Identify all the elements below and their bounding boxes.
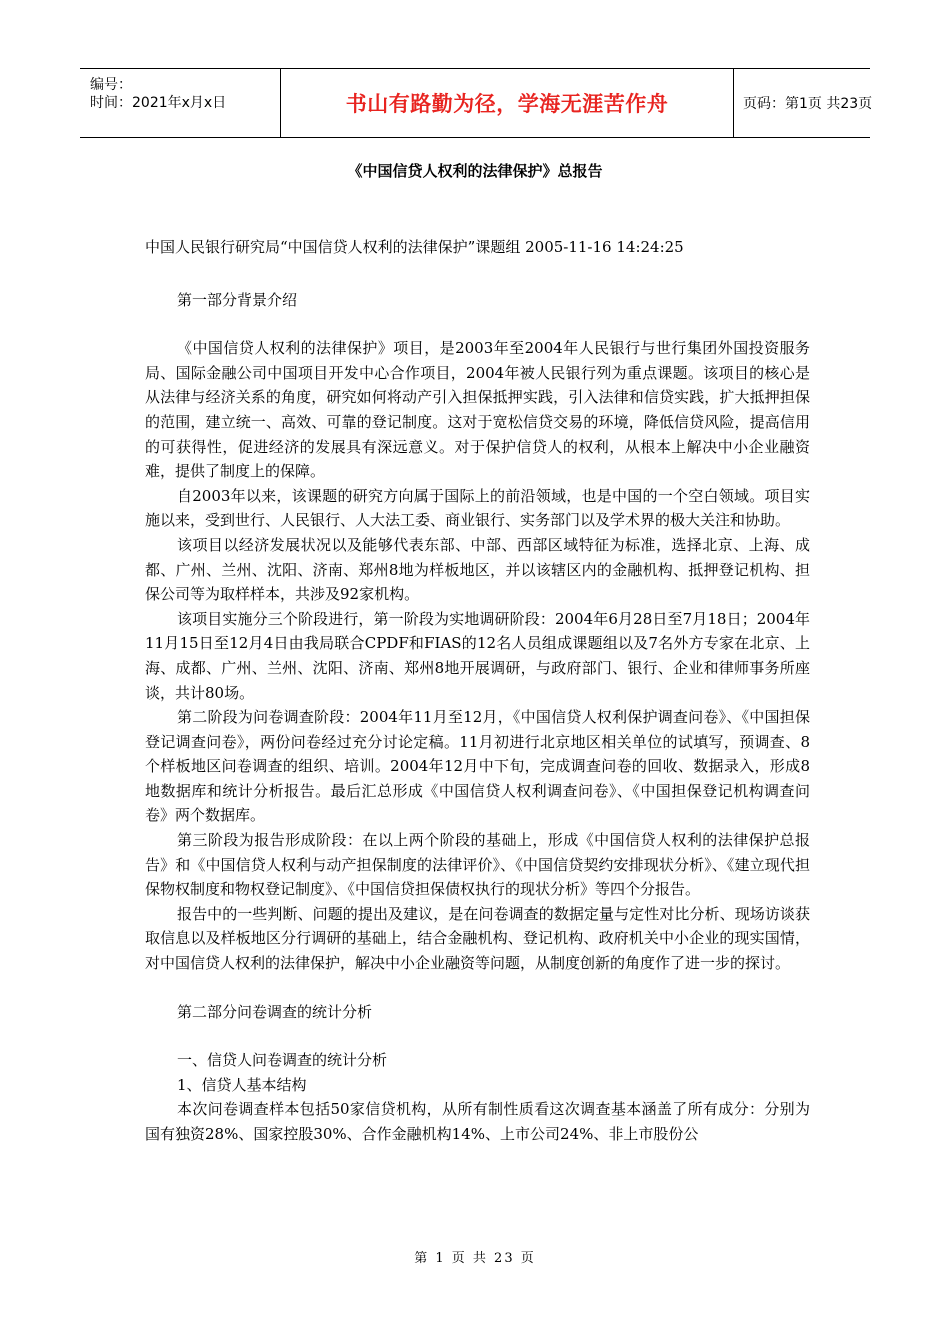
document-date-label: 时间：2021年x月x日	[90, 95, 227, 111]
paragraph: 本次问卷调查样本包括50家信贷机构，从所有制性质看这次调查基本涵盖了所有成分：分别为国有独资28%、国家控股30%、合作金融机构14%、上市公司24%、非上市股份公	[145, 1100, 810, 1143]
section-heading-part1: 第一部分背景介绍	[177, 290, 298, 309]
section-heading-part2: 第二部分问卷调查的统计分析	[177, 1002, 373, 1021]
paragraph: 第三阶段为报告形成阶段：在以上两个阶段的基础上，形成《中国信贷人权利的法律保护总报告》和《中国信贷人权利与动产担保制度的法律评价》、《中国信贷契约安排现状分析》、《建立现代担保物权制度和物权登记制度》、《中国信贷担保债权执行的现状分析》等四个分报告。	[145, 831, 810, 899]
paragraph: 报告中的一些判断、问题的提出及建议，是在问卷调查的数据定量与定性对比分析、现场访谈获取信息以及样板地区分行调研的基础上，结合金融机构、登记机构、政府机关中小企业的现实国情，对中国信贷人权利的法律保护，解决中小企业融资等问题，从制度创新的角度作了进一步的探讨。	[145, 904, 810, 973]
spacer	[145, 312, 810, 336]
header-page-code: 页码：第1页 共23页	[743, 96, 873, 112]
document-number-label: 编号：	[90, 77, 132, 93]
spacer	[145, 1024, 810, 1048]
document-header	[80, 68, 873, 138]
header-motto: 书山有路勤为径，学海无涯苦作舟	[345, 92, 669, 116]
subsection-heading: 一、信贷人问卷调查的统计分析	[177, 1051, 388, 1070]
header-left-cell	[80, 69, 280, 137]
subsection-heading: 1、信贷人基本结构	[177, 1075, 307, 1094]
header-motto-cell	[280, 69, 734, 137]
byline: 中国人民银行研究局“中国信贷人权利的法律保护”课题组 2005-11-16 14:24:25	[145, 238, 684, 256]
paragraph: 自2003年以来，该课题的研究方向属于国际上的前沿领域，也是中国的一个空白领域。项目实施以来，受到世行、人民银行、人大法工委、商业银行、实务部门以及学术界的极大关注和协助。	[145, 486, 810, 530]
spacer	[145, 976, 810, 1000]
paragraph: 该项目以经济发展状况以及能够代表东部、中部、西部区域特征为标准，选择北京、上海、成都、广州、兰州、沈阳、济南、郑州8地为样板地区，并以该辖区内的金融机构、抵押登记机构、担保公司等为取样样本，共涉及92家机构。	[145, 535, 810, 604]
header-page-cell	[733, 69, 873, 137]
document-title: 《中国信贷人权利的法律保护》总报告	[347, 162, 603, 180]
document-body	[145, 235, 810, 1147]
paragraph: 第二阶段为问卷调查阶段：2004年11月至12月，《中国信贷人权利保护调查问卷》、《中国担保登记调查问卷》，两份问卷经过充分讨论定稿。11月初进行北京地区相关单位的试填写，预调查、8个样板地区问卷调查的组织、培训。2004年12月中下旬，完成调查问卷的回收、数据录入，形成8地数据库和统计分析报告。最后汇总形成《中国信贷人权利调查问卷》、《中国担保登记机构调查问卷》两个数据库。	[145, 708, 810, 825]
paragraph: 《中国信贷人权利的法律保护》项目，是2003年至2004年人民银行与世行集团外国投资服务局、国际金融公司中国项目开发中心合作项目，2004年被人民银行列为重点课题。该项目的核心是从法律与经济关系的角度，研究如何将动产引入担保抵押实践，引入法律和信贷实践，扩大抵押担保的范围，建立统一、高效、可靠的登记制度。这对于宽松信贷交易的环境，降低信贷风险，提高信用的可获得性，促进经济的发展具有深远意义。对于保护信贷人的权利，从根本上解决中小企业融资难，提供了制度上的保障。	[145, 339, 810, 481]
page-footer: 第 1 页 共 23 页	[414, 1251, 536, 1266]
paragraph: 该项目实施分三个阶段进行，第一阶段为实地调研阶段：2004年6月28日至7月18日；2004年11月15日至12月4日由我局联合CPDF和FIAS的12名人员组成课题组以及7名外方专家在北京、上海、成都、广州、兰州、沈阳、济南、郑州8地开展调研，与政府部门、银行、企业和律师事务所座谈，共计80场。	[145, 609, 810, 702]
